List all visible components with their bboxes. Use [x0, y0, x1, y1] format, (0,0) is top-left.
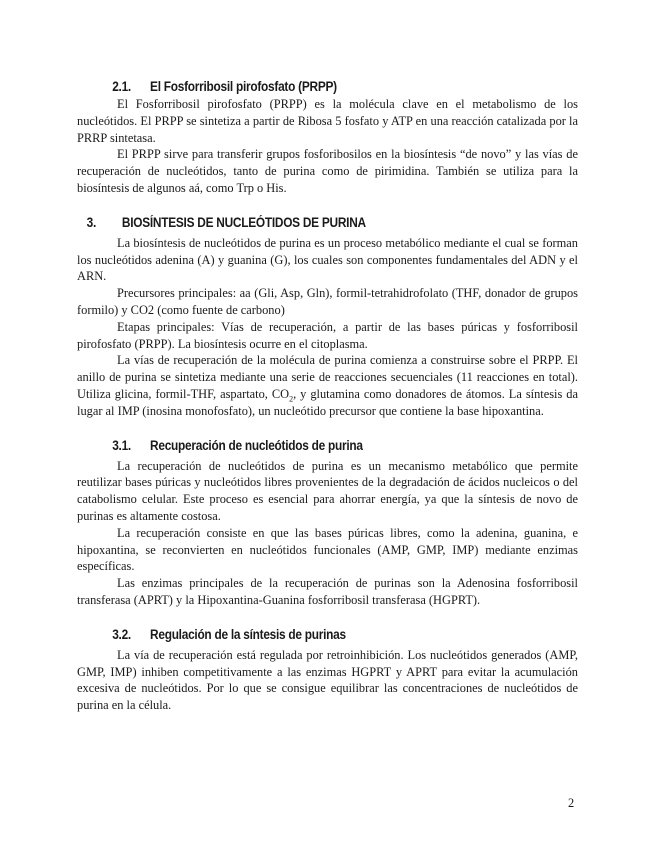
- paragraph: Etapas principales: Vías de recuperación, a partir de las bases púricas y fosforribosil pirofosfato (PRPP). La biosíntesis ocurre en el citoplasma.: [77, 319, 578, 351]
- heading-number: 2.1.: [112, 79, 131, 94]
- heading-title: BIOSÍNTESIS DE NUCLEÓTIDOS DE PURINA: [121, 214, 366, 230]
- paragraph: La recuperación de nucleótidos de purina es un mecanismo metabólico que permite reutilizar bases púricas y nucleótidos libres provenientes de la degradación de ácidos nucleicos o del catabolismo celular. Este proceso es esencial para ahorrar energía, ya que la síntesis de novo de purinas es altamente costosa.: [77, 458, 578, 523]
- heading-number: 3.2.: [112, 626, 131, 642]
- paragraph: El PRPP sirve para transferir grupos fosforibosilos en la biosíntesis “de novo” y las vías de recuperación de nucleótidos, tanto de purina como de pirimidina. También se utiliza para la biosíntesis de algunos aá, como Trp o His.: [77, 147, 578, 195]
- heading-3-2: [77, 626, 518, 644]
- paragraph: La biosíntesis de nucleótidos de purina es un proceso metabólico mediante el cual se forman los nucleótidos adenina (A) y guanina (G), los cuales son componentes fundamentales del ADN y el ARN.: [77, 235, 578, 284]
- heading-title: Recuperación de nucleótidos de purina: [150, 437, 363, 453]
- heading-number: 3.1.: [112, 437, 131, 453]
- paragraph: La vía de recuperación está regulada por retroinhibición. Los nucleótidos generados (AMP, GMP, IMP) inhiben competitivamente a las enzimas HGPRT y APRT para evitar la acumulación excesiva de nucleótidos. Por lo que se consigue equilibrar las concentraciones de nucleótidos de purina en la célula.: [77, 647, 578, 713]
- text-run: La vías de recuperación de la molécula de purina comienza a construirse sobre el PRPP. El anillo de purina se sintetiza mediante una serie de reacciones secuenciales (11 reacciones en total). Utiliza glicina, formil-THF, aspartato, CO: [77, 353, 578, 401]
- paragraph: Precursores principales: aa (Gli, Asp, Gln), formil-tetrahidrofolato (THF, donador de grupos formilo) y CO2 (como fuente de carbono): [77, 286, 578, 317]
- document-page: [77, 78, 578, 714]
- heading-title: El Fosforribosil pirofosfato (PRPP): [150, 79, 337, 94]
- page-number: 2: [568, 796, 575, 810]
- paragraph: Las enzimas principales de la recuperación de purinas son la Adenosina fosforribosil transferasa (APRT) y la Hipoxantina-Guanina fosforribosil transferasa (HGPRT).: [77, 576, 578, 607]
- heading-3-1: [77, 437, 518, 455]
- heading-title: Regulación de la síntesis de purinas: [150, 626, 346, 642]
- paragraph: La recuperación consiste en que las bases púricas libres, como la adenina, guanina, e hipoxantina, se reconvierten en nucleótidos funcionales (AMP, GMP, IMP) mediante enzimas específicas.: [77, 525, 578, 574]
- heading-number: 3.: [86, 214, 97, 230]
- subscript: 2: [289, 394, 294, 404]
- paragraph: [77, 352, 578, 419]
- text-run: , y glutamina como donadores de átomos. La síntesis da lugar al IMP (inosina monofosfato), un nucleótido precursor que contiene la base hipoxantina.: [77, 386, 578, 418]
- paragraph: El Fosforribosil pirofosfato (PRPP) es la molécula clave en el metabolismo de los nucleótidos. El PRPP se sintetiza a partir de Ribosa 5 fosfato y ATP en una reacción catalizada por la PRRP sintetasa.: [77, 97, 578, 145]
- heading-3: [77, 214, 518, 232]
- heading-2-1: [77, 78, 518, 96]
